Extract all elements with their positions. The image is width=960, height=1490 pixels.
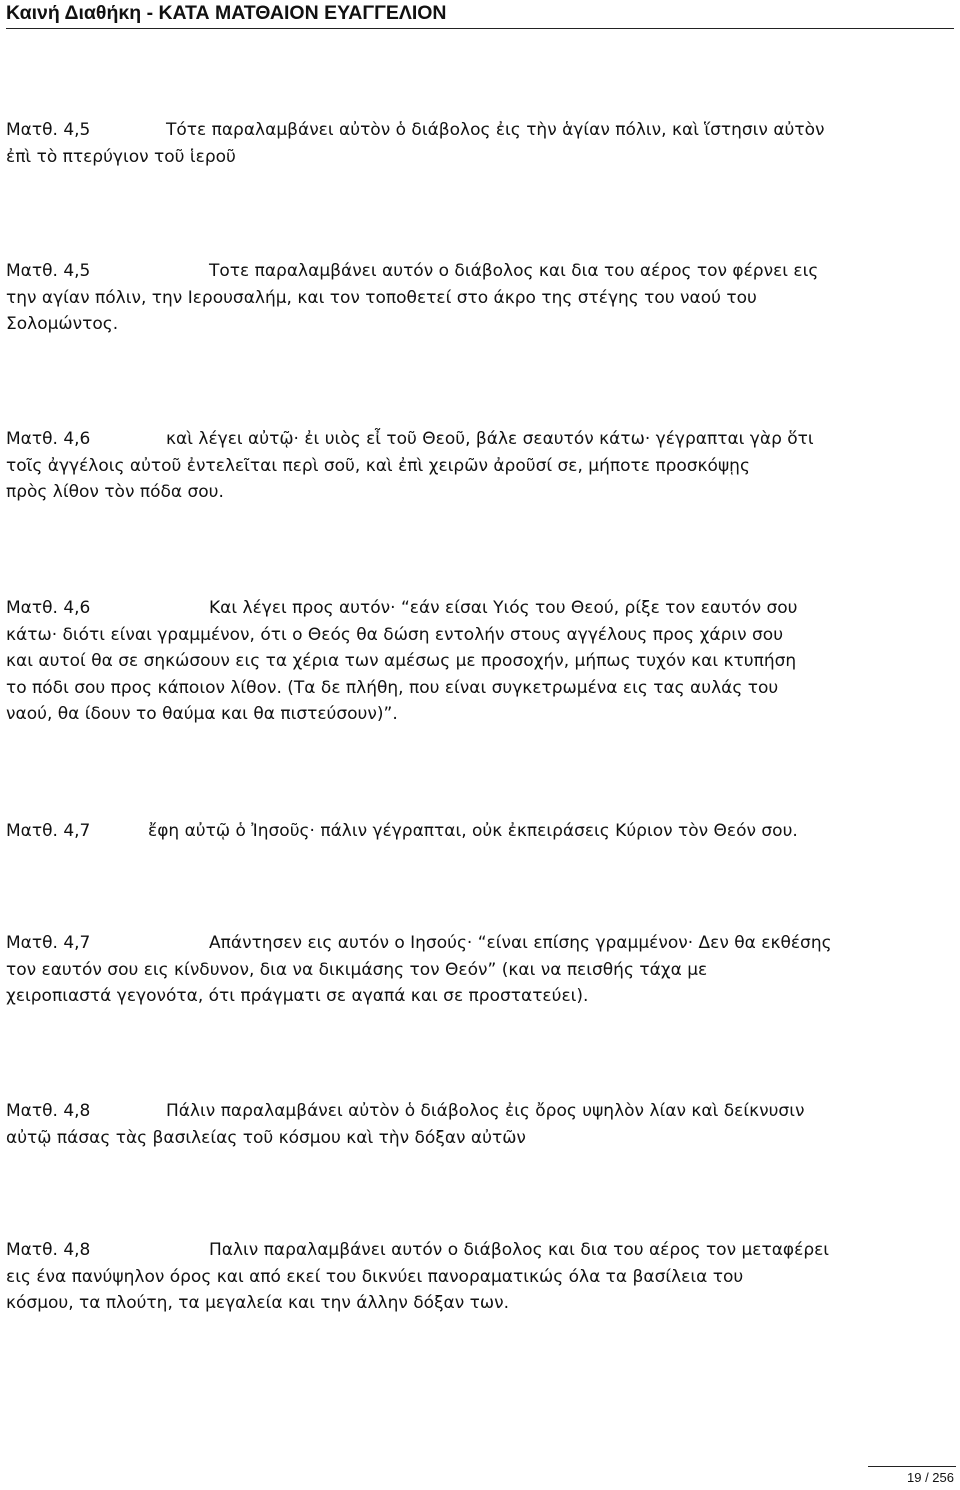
verse-text-line: εις ένα πανύψηλον όρος και από εκεί του δικνύει πανοραματικώς όλα τα βασίλεια του: [6, 1266, 744, 1287]
verse-block: [6, 258, 956, 338]
verse-text-line: αὐτῷ πάσας τὰς βασιλείας τοῦ κόσμου καὶ τὴν δόξαν αὐτῶν: [6, 1127, 526, 1148]
verse-text-line: Τοτε παραλαμβάνει αυτόν ο διάβολος και δια του αέρος τον φέρνει εις: [209, 261, 819, 281]
verse-block: [6, 1098, 956, 1151]
verse-text-line: κόσμου, τα πλούτη, τα μεγαλεία και την άλλην δόξαν των.: [6, 1293, 510, 1314]
verse-block: [6, 117, 956, 170]
verse-text-line: Σολομώντος.: [6, 314, 119, 335]
verse-text-line: πρὸς λίθον τὸν πόδα σου.: [6, 482, 224, 503]
verse-text-line: ἔφη αὐτῷ ὁ Ἰησοῦς· πάλιν γέγραπται, οὐκ ἐκπειράσεις Κύριον τὸν Θεόν σου.: [148, 821, 798, 841]
verse-text-line: και αυτοί θα σε σηκώσουν εις τα χέρια των αμέσως με προσοχήν, μήπως τυχόν και κτυπήση: [6, 651, 797, 672]
verse-text-line: τοῖς ἀγγέλοις αὐτοῦ ἐντελεῖται περὶ σοῦ, καὶ ἐπὶ χειρῶν ἀροῦσί σε, μήποτε προσκόψῃς: [6, 455, 750, 476]
verse-text-line: καὶ λέγει αὐτῷ· ἐι υιὸς εἶ τοῦ Θεοῦ, βάλε σεαυτόν κάτω· γέγραπται γὰρ ὅτι: [166, 429, 814, 449]
verse-text-line: Τότε παραλαμβάνει αὐτὸν ὁ διάβολος ἐις τὴν ἁγίαν πόλιν, καὶ ἵστησιν αὐτὸν: [166, 120, 825, 140]
verse-block: [6, 1237, 956, 1317]
verse-text-line: Πάλιν παραλαμβάνει αὐτὸν ὁ διάβολος ἐις ὄρος υψηλὸν λίαν καὶ δείκνυσιν: [166, 1101, 805, 1121]
verse-text-line: κάτω· διότι είναι γραμμένον, ότι ο Θεός θα δώση εντολήν στους αγγέλους προς χάριν σου: [6, 624, 784, 645]
verse-reference: Ματθ. 4,5: [6, 120, 91, 140]
footer-divider: [868, 1466, 956, 1467]
document-title: Καινή Διαθήκη - ΚΑΤΑ ΜΑΤΘΑΙΟΝ ΕΥΑΓΓΕΛΙΟΝ: [6, 2, 447, 24]
verse-text-line: ναού, θα ίδουν το θαύμα και θα πιστεύσουν)”.: [6, 704, 398, 725]
verse-reference: Ματθ. 4,5: [6, 261, 91, 281]
verse-block: [6, 818, 956, 845]
verse-text-line: χειροπιαστά γεγονότα, ότι πράγματι σε αγαπά και σε προστατεύει).: [6, 986, 589, 1007]
page-header: [6, 0, 954, 29]
page-number: 19 / 256: [907, 1470, 954, 1485]
verse-reference: Ματθ. 4,8: [6, 1240, 91, 1260]
verse-reference: Ματθ. 4,7: [6, 933, 91, 953]
verse-reference: Ματθ. 4,7: [6, 821, 91, 841]
verse-text-line: Απάντησεν εις αυτόν ο Ιησούς· “είναι επίσης γραμμένον· Δεν θα εκθέσης: [209, 933, 832, 953]
verse-text-line: Και λέγει προς αυτόν· “εάν είσαι Υιός του Θεού, ρίξε τον εαυτόν σου: [209, 598, 798, 618]
verse-text-line: ἐπὶ τὸ πτερύγιον τοῦ ἱεροῦ: [6, 146, 236, 167]
verse-block: [6, 426, 956, 506]
verse-reference: Ματθ. 4,6: [6, 429, 91, 449]
verse-block: [6, 595, 956, 728]
verse-block: [6, 930, 956, 1010]
verse-reference: Ματθ. 4,8: [6, 1101, 91, 1121]
verse-text-line: την αγίαν πόλιν, την Ιερουσαλήμ, και τον τοποθετεί στο άκρο της στέγης του ναού του: [6, 287, 757, 308]
verse-text-line: Παλιν παραλαμβάνει αυτόν ο διάβολος και δια του αέρος τον μεταφέρει: [209, 1240, 830, 1260]
verse-reference: Ματθ. 4,6: [6, 598, 91, 618]
verse-text-line: το πόδι σου προς κάποιον λίθον. (Τα δε πλήθη, που είναι συγκετρωμένα εις τας αυλάς του: [6, 677, 779, 698]
verse-text-line: τον εαυτόν σου εις κίνδυνον, δια να δικιμάσης τον Θεόν” (και να πεισθής τάχα με: [6, 959, 708, 980]
